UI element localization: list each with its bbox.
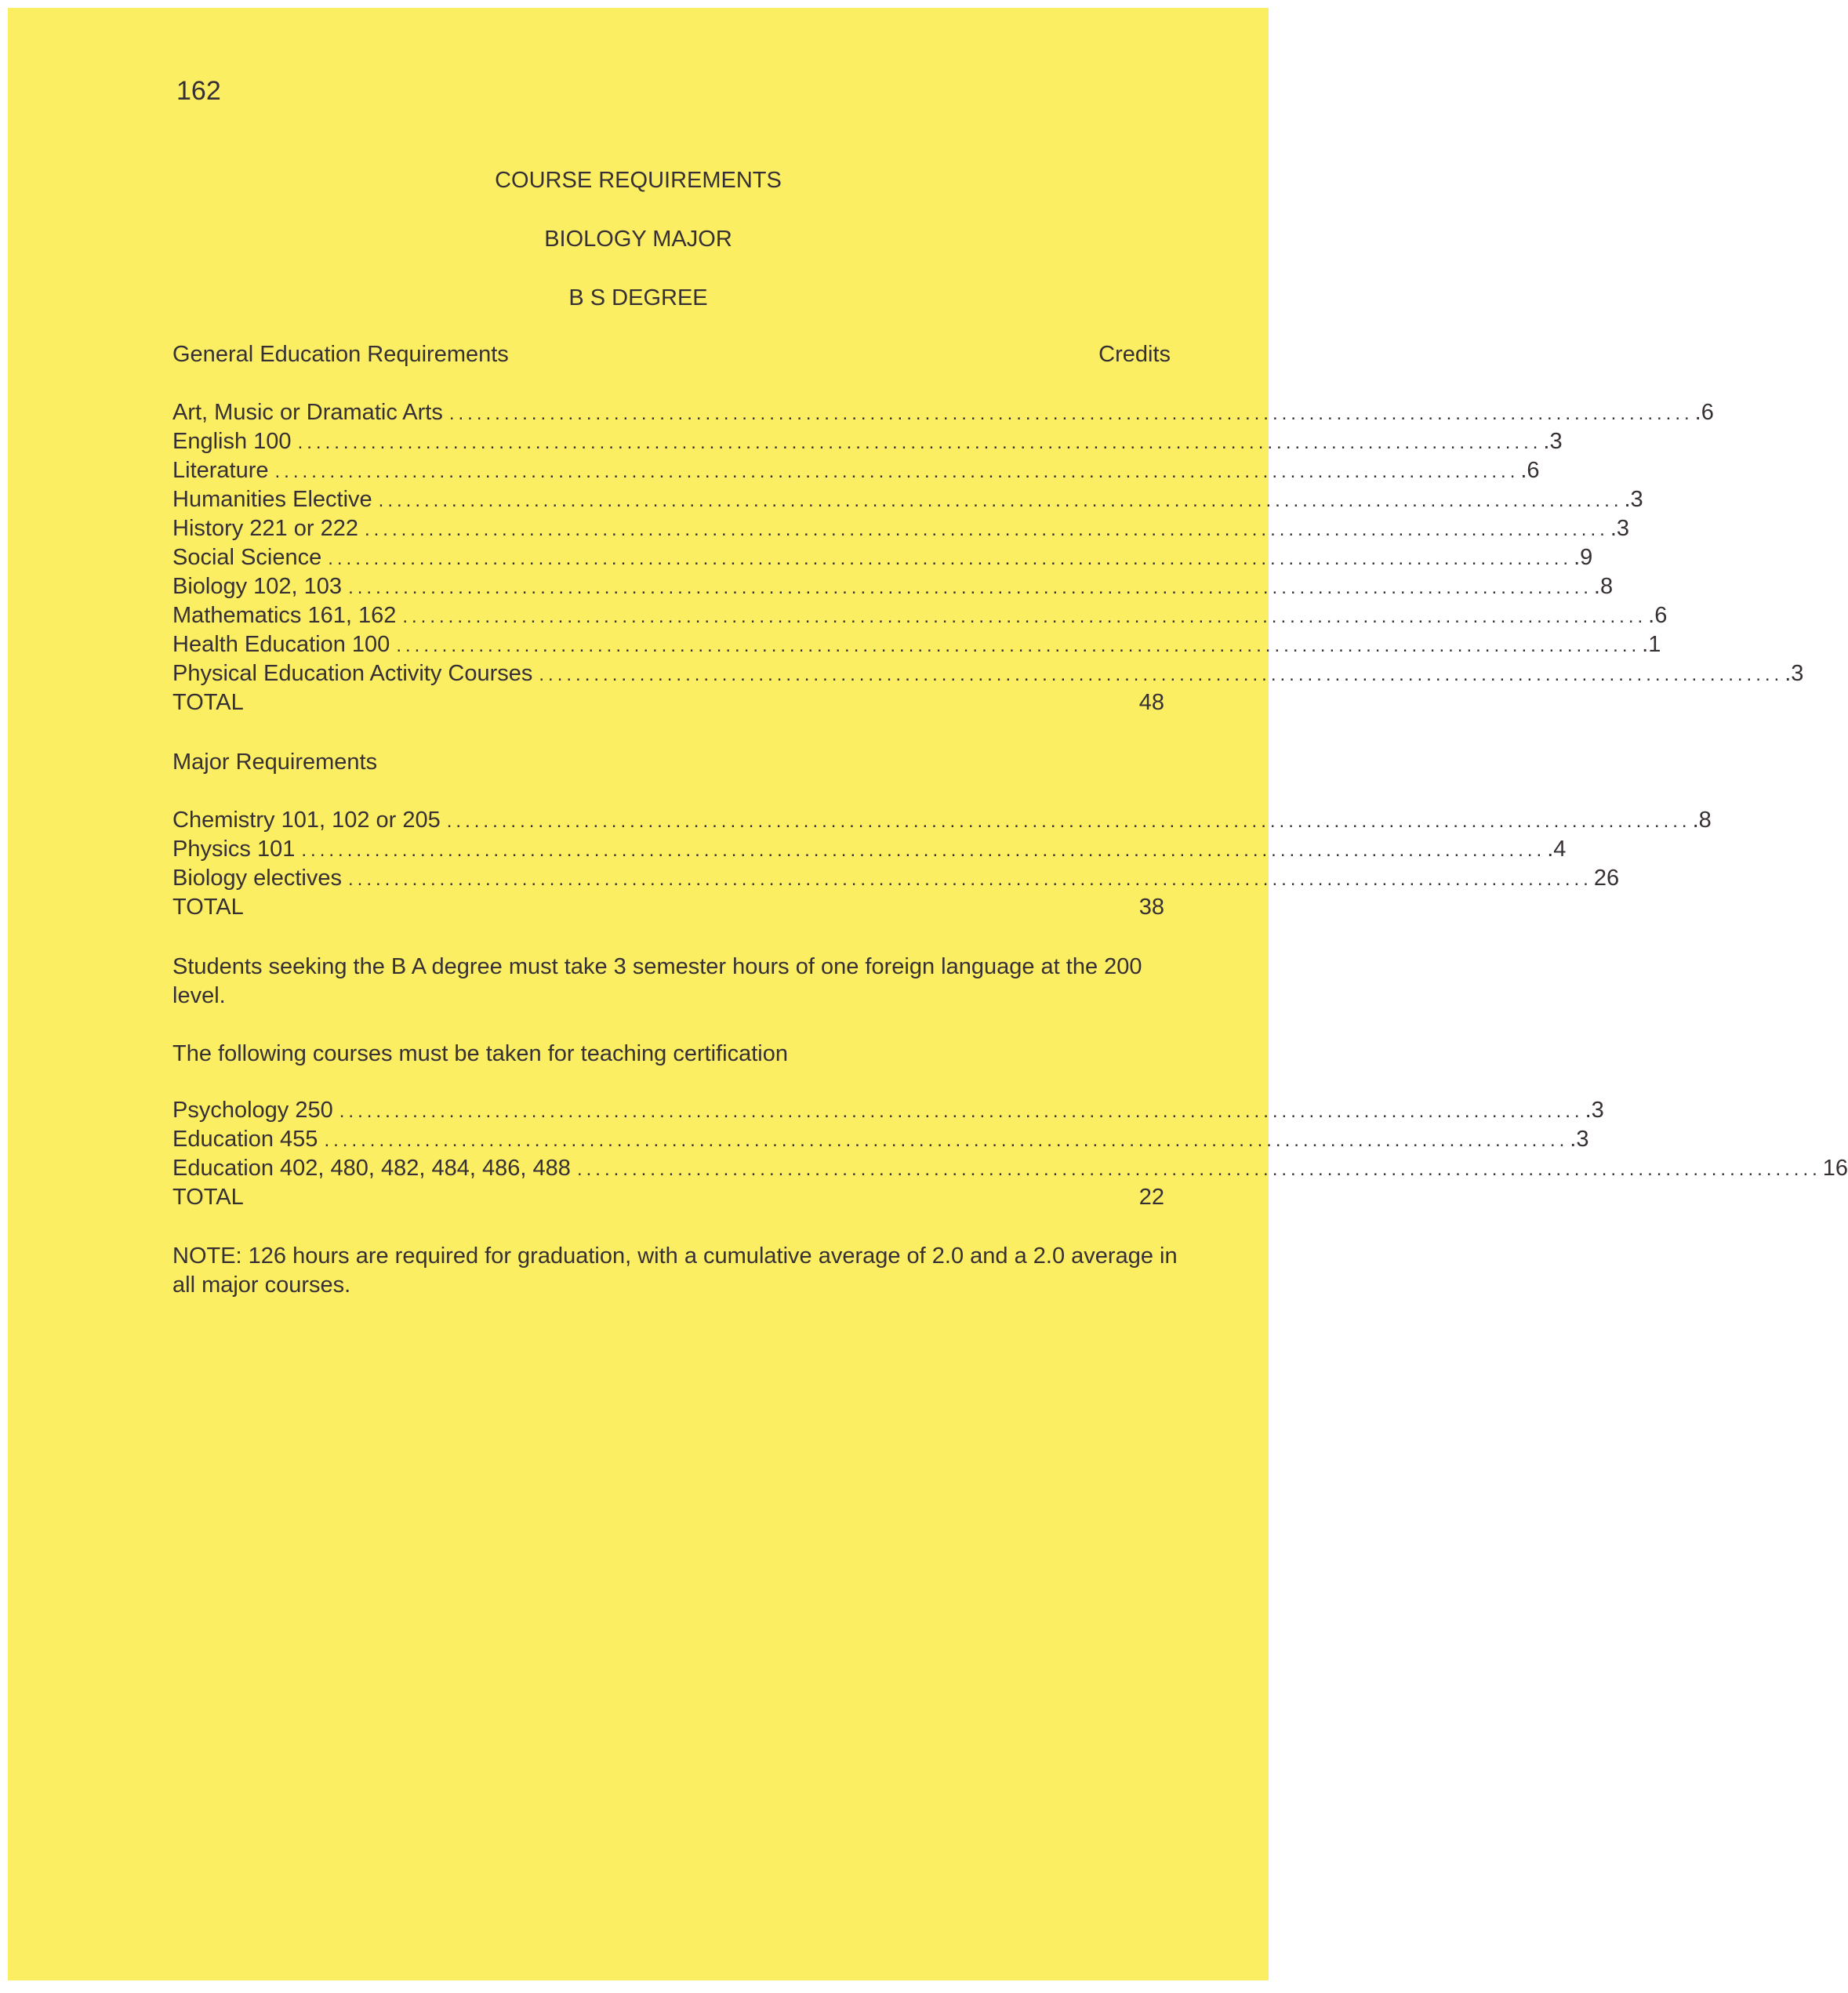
leader-dots: ........................................................................................................................................ [297,432,1542,453]
list-item [172,1125,1589,1154]
course-name: Art, Music or Dramatic Arts [172,400,443,425]
leader-dots: ........................................................................................................................................ [448,403,1694,424]
total-value: 48 [1138,690,1164,715]
course-name: Psychology 250 [172,1098,333,1123]
course-credits: .8 [1692,808,1712,833]
total-row [172,893,1164,922]
course-name: Education 402, 480, 482, 484, 486, 488 [172,1156,571,1181]
course-name: Chemistry 101, 102 or 205 [172,808,441,833]
course-credits: 26 [1593,866,1620,891]
leader-dots: ........................................................................................................................................ [539,664,1784,685]
course-credits: .6 [1520,458,1540,483]
list-item [172,456,1540,485]
list-item [172,864,1620,893]
ba-degree-note: Students seeking the B A degree must take 3 semester hours of one foreign language at the 200 level. [172,954,1142,1008]
leader-dots: ........................................................................................................................................ [576,1159,1821,1180]
graduation-note: NOTE: 126 hours are required for graduation, with a cumulative average of 2.0 and a 2.0 average in all major courses. [172,1243,1178,1298]
leader-dots: ........................................................................................................................................ [364,519,1609,540]
course-name: Literature [172,458,269,483]
yellow-sheet [8,8,1848,1980]
course-name: Social Science [172,545,322,570]
leader-dots: ........................................................................................................................................ [328,548,1573,569]
course-credits: .8 [1593,574,1614,599]
course-credits: .9 [1574,545,1593,570]
total-label: TOTAL [172,1185,244,1210]
course-name: English 100 [172,429,292,454]
course-name: History 221 or 222 [172,516,358,541]
major-requirements-list [172,806,1712,922]
course-name: Mathematics 161, 162 [172,603,397,628]
leader-dots: ........................................................................................................................................ [446,811,1691,832]
course-name: Physical Education Activity Courses [172,661,533,686]
list-item [172,514,1629,543]
total-value: 22 [1138,1185,1164,1210]
leader-dots: ........................................................................................................................................ [274,461,1519,482]
course-name: Biology electives [172,866,342,891]
leader-dots: ........................................................................................................................................ [301,840,1546,861]
leader-dots: ........................................................................................................................................ [348,577,1592,598]
course-name: Health Education 100 [172,632,390,657]
credits-heading: Credits [1098,342,1171,367]
teaching-certification-list [172,1096,1848,1212]
title-course-requirements: COURSE REQUIREMENTS [495,168,782,193]
leader-dots: ........................................................................................................................................ [339,1101,1584,1122]
course-credits: .3 [1610,516,1629,541]
course-name: Physics 101 [172,837,296,862]
total-label: TOTAL [172,895,244,920]
course-credits: .6 [1648,603,1668,628]
leader-dots: ........................................................................................................................................ [396,635,1641,656]
list-item [172,1154,1848,1183]
course-credits: .3 [1585,1098,1604,1123]
list-item [172,806,1712,835]
list-item [172,630,1661,659]
total-value: 38 [1138,895,1164,920]
course-credits: .3 [1543,429,1563,454]
list-item [172,572,1614,601]
list-item [172,398,1714,427]
leader-dots: ........................................................................................................................................ [348,869,1592,890]
teaching-certification-heading: The following courses must be taken for teaching certification [172,1041,789,1066]
page-number: 162 [176,76,221,106]
list-item [172,543,1593,572]
list-item [172,485,1643,514]
total-row [172,688,1164,717]
list-item [172,1096,1604,1125]
total-label: TOTAL [172,690,244,715]
course-name: Biology 102, 103 [172,574,343,599]
course-credits: 16 [1822,1156,1848,1181]
general-education-heading: General Education Requirements [172,342,509,367]
course-name: Education 455 [172,1127,318,1152]
course-credits: .3 [1784,661,1804,686]
major-requirements-heading: Major Requirements [172,750,378,775]
general-education-list [172,398,1804,717]
title-degree: B S DEGREE [568,285,708,310]
list-item [172,835,1567,864]
course-credits: .3 [1624,487,1643,512]
course-credits: .4 [1547,837,1567,862]
course-credits: .6 [1694,400,1714,425]
leader-dots: ........................................................................................................................................ [402,606,1647,627]
total-row [172,1183,1164,1212]
list-item [172,427,1563,456]
list-item [172,601,1668,630]
course-credits: .3 [1570,1127,1589,1152]
leader-dots: ........................................................................................................................................ [378,490,1623,511]
list-item [172,659,1804,688]
leader-dots: ........................................................................................................................................ [324,1130,1569,1151]
title-biology-major: BIOLOGY MAJOR [544,227,732,252]
course-name: Humanities Elective [172,487,372,512]
course-credits: .1 [1642,632,1661,657]
